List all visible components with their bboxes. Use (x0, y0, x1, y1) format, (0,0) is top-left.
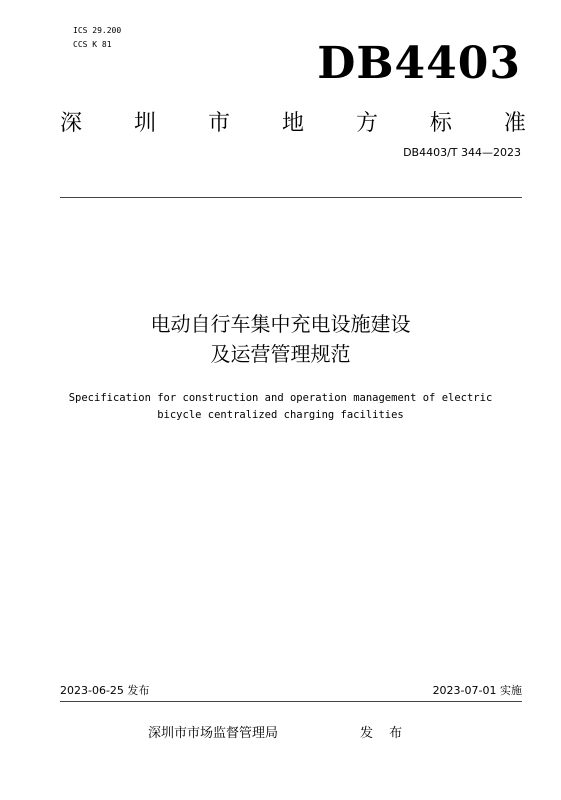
implementation-date: 2023-07-01 实施 (432, 684, 522, 697)
publish-label: 发 布 (360, 726, 409, 741)
ccs-code: CCS K 81 (73, 40, 112, 49)
ics-code: ICS 29.200 (73, 26, 122, 35)
standard-level-char: 深 (60, 110, 83, 136)
document-title-cn-line2: 及运营管理规范 (210, 342, 351, 366)
standard-level-char: 标 (429, 110, 452, 136)
standard-level-char: 方 (355, 110, 378, 136)
standard-level-char: 地 (281, 110, 304, 136)
issue-date: 2023-06-25 发布 (60, 684, 150, 697)
standard-number: DB4403/T 344—2023 (403, 146, 521, 159)
standard-level-char: 市 (207, 110, 230, 136)
standard-code-logo: DB4403 (317, 38, 521, 89)
top-divider (60, 197, 522, 198)
document-title-cn-line1: 电动自行车集中充电设施建设 (150, 312, 411, 336)
issuing-authority: 深圳市市场监督管理局 (148, 726, 279, 741)
bottom-divider (60, 701, 522, 702)
standard-level-char: 圳 (133, 110, 156, 136)
document-title-en-line2: bicycle centralized charging facilities (157, 409, 404, 421)
standard-level-title (60, 104, 526, 138)
standard-level-char: 准 (503, 110, 526, 136)
document-title-en-line1: Specification for construction and operation management of electric (68, 392, 493, 404)
